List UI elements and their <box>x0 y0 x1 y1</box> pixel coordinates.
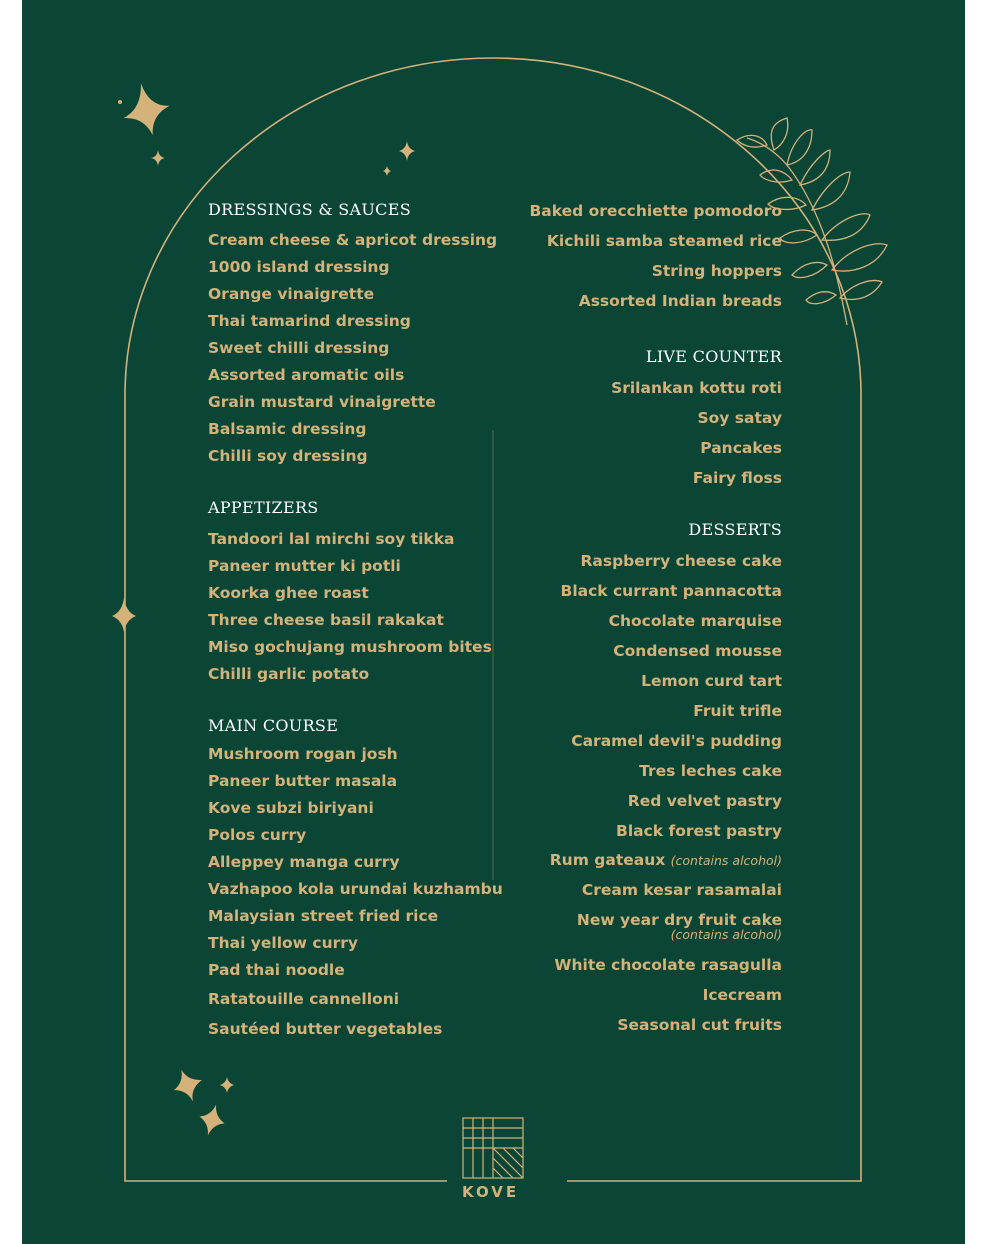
alcohol-note: (contains alcohol) <box>670 853 782 868</box>
menu-item: Tandoori lal mirchi soy tikka <box>208 530 455 548</box>
menu-item: Baked orecchiette pomodoro <box>529 202 782 220</box>
menu-item: Paneer mutter ki potli <box>208 557 401 575</box>
menu-item: Chilli soy dressing <box>208 447 368 465</box>
menu-item: Koorka ghee roast <box>208 584 369 602</box>
menu-item: Grain mustard vinaigrette <box>208 393 436 411</box>
menu-item: Chilli garlic potato <box>208 665 370 683</box>
section-title-main-course: MAIN COURSE <box>208 716 339 735</box>
menu-item: Three cheese basil rakakat <box>208 611 444 629</box>
section-title-desserts: DESSERTS <box>688 520 782 539</box>
menu-item: Black forest pastry <box>616 822 782 840</box>
menu-item: Balsamic dressing <box>208 420 367 438</box>
menu-item: Lemon curd tart <box>641 672 782 690</box>
menu-item: Malaysian street fried rice <box>208 907 439 925</box>
decorative-frame <box>22 0 965 1244</box>
menu-item: Sweet chilli dressing <box>208 339 390 357</box>
menu-item: Red velvet pastry <box>627 792 782 810</box>
menu-item: Mushroom rogan josh <box>208 745 398 763</box>
menu-item: Chocolate marquise <box>608 612 782 630</box>
menu-item: Caramel devil's pudding <box>571 732 782 750</box>
kove-logo-icon <box>463 1118 523 1178</box>
section-title-dressings: DRESSINGS & SAUCES <box>208 200 411 219</box>
menu-item-rum-gateaux <box>550 851 782 869</box>
alcohol-note: (contains alcohol) <box>670 927 782 942</box>
menu-item: Assorted aromatic oils <box>208 366 405 384</box>
menu-item: Pad thai noodle <box>208 961 345 979</box>
menu-item: Thai yellow curry <box>208 934 358 952</box>
menu-item: 1000 island dressing <box>208 258 390 276</box>
menu-item: Srilankan kottu roti <box>611 379 782 397</box>
menu-item: Cream cheese & apricot dressing <box>208 231 498 249</box>
menu-item: Cream kesar rasamalai <box>581 881 782 899</box>
menu-item: Seasonal cut fruits <box>617 1016 782 1034</box>
menu-item: Sautéed butter vegetables <box>208 1020 443 1038</box>
menu-item: Ratatouille cannelloni <box>208 990 400 1008</box>
menu-item-fruit-cake: New year dry fruit cake <box>576 911 782 929</box>
menu-item: Orange vinaigrette <box>208 285 375 303</box>
menu-item: Alleppey manga curry <box>208 853 400 871</box>
menu-item: Pancakes <box>700 439 782 457</box>
menu-item: Vazhapoo kola urundai kuzhambu <box>208 880 503 898</box>
menu-item: Assorted Indian breads <box>578 292 782 310</box>
menu-item: Condensed mousse <box>613 642 782 660</box>
menu-item: Icecream <box>702 986 782 1004</box>
menu-item: Polos curry <box>208 826 307 844</box>
menu-item: Raspberry cheese cake <box>580 552 782 570</box>
menu-item: White chocolate rasagulla <box>554 956 782 974</box>
menu-item-name: Rum gateaux <box>549 851 666 869</box>
section-title-live-counter: LIVE COUNTER <box>645 347 782 366</box>
menu-item: Kichili samba steamed rice <box>546 232 782 250</box>
menu-item: Thai tamarind dressing <box>208 312 411 330</box>
menu-item: Fairy floss <box>692 469 782 487</box>
menu-panel <box>22 0 965 1244</box>
menu-item: Paneer butter masala <box>208 772 398 790</box>
sparkle-icon-top-center <box>383 141 415 176</box>
brand-wordmark: KOVE <box>462 1183 520 1201</box>
sparkle-icon-top-left <box>116 78 176 166</box>
menu-item: String hoppers <box>651 262 782 280</box>
menu-item: Miso gochujang mushroom bites <box>208 638 492 656</box>
menu-item: Black currant pannacotta <box>560 582 782 600</box>
sparkle-icon-bottom-left <box>168 1064 234 1139</box>
sparkle-icon-mid-left <box>112 598 136 632</box>
menu-item: Tres leches cake <box>639 762 782 780</box>
menu-item: Soy satay <box>697 409 782 427</box>
menu-item: Kove subzi biriyani <box>208 799 374 817</box>
menu-item: Fruit trifle <box>693 702 782 720</box>
section-title-appetizers: APPETIZERS <box>208 498 319 517</box>
